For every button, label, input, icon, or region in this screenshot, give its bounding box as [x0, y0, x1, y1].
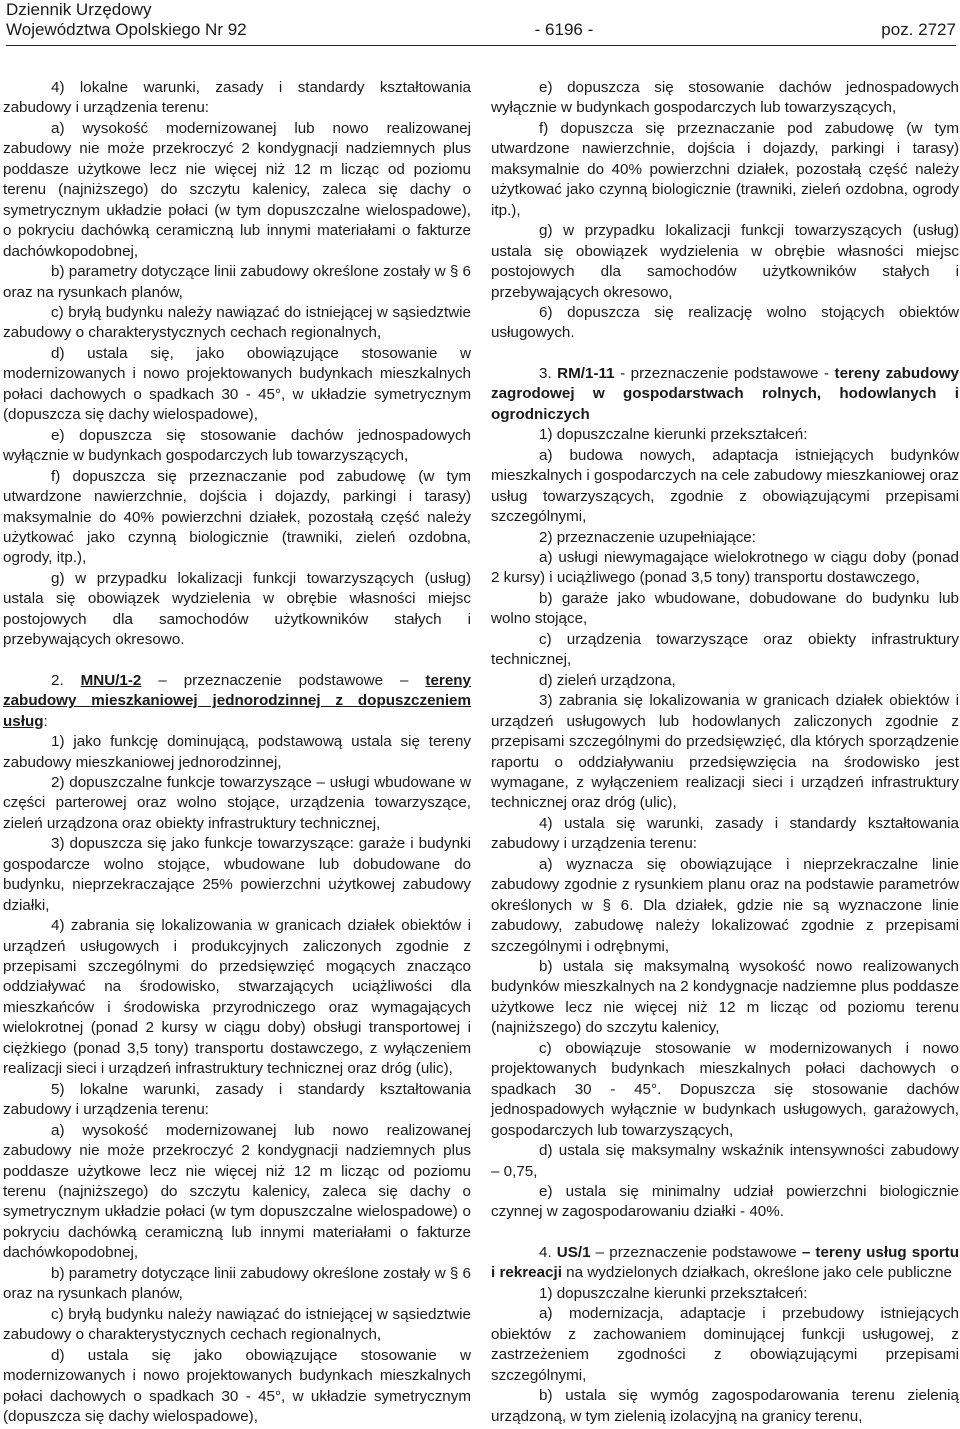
paragraph: b) parametry dotyczące linii zabudowy określone zostały w § 6 oraz na rysunkach planów,	[3, 263, 471, 301]
heading-segment: tereny zabudowy mieszkaniowej jednorodzinnej z dopuszczeniem usług	[3, 671, 471, 730]
paragraph: b) ustala się wymóg zagospodarowania terenu zielenią urządzoną, w tym zielenią izolacyjną na granicy terenu,	[491, 1387, 959, 1425]
section-heading	[491, 364, 959, 425]
paragraph: b) ustala się maksymalną wysokość nowo realizowanych budynków mieszkalnych na 2 kondygnacje nadziemne plus poddasze użytkowe lecz nie więcej niż 12 m licząc od poziomu terenu (najniższego) do szczytu kalenicy,	[491, 958, 959, 1037]
paragraph: d) ustala się maksymalny wskaźnik intensywności zabudowy – 0,75,	[491, 1142, 959, 1180]
journal-issue: Województwa Opolskiego Nr 92	[6, 20, 247, 39]
paragraph: 3) dopuszcza się jako funkcje towarzyszące: garaże i budynki gospodarcze wolno stojące, wbudowane lub dobudowane do budynku, nieprzekraczające 25% powierzchni użytkowej zabudowy działki,	[3, 835, 471, 914]
heading-segment: na wydzielonych działkach, określone jako cele publiczne	[561, 1264, 952, 1282]
paragraph: 5) lokalne warunki, zasady i standardy kształtowania zabudowy i urządzenia terenu:	[3, 1080, 471, 1119]
paragraph: c) urządzenia towarzyszące oraz obiekty infrastruktury technicznej,	[491, 630, 959, 669]
paragraph: e) dopuszcza się stosowanie dachów jednospadowych wyłącznie w budynkach gospodarczych lub towarzyszących,	[491, 79, 959, 117]
paragraph: a) wyznacza się obowiązujące i nieprzekraczalne linie zabudowy zgodnie z rysunkiem planu oraz na podstawie parametrów określonych w § 6. Dla działek, gdzie nie są wyznaczone linie zabudowy, zabudowę należy lokalizować zgodnie z przepisami szczególnymi i odrębnymi,	[491, 855, 959, 955]
paragraph: a) usługi niewymagające wielokrotnego w ciągu doby (ponad 2 kursy) i uciążliwego (ponad 3,5 tony) transportu dostawczego,	[491, 548, 959, 587]
paragraph: 1) dopuszczalne kierunki przekształceń:	[539, 1284, 808, 1302]
paragraph: 4) zabrania się lokalizowania w granicach działek obiektów i urządzeń usługowych i produkcyjnych zaliczonych zgodnie z przepisami szczególnymi do przedsięwzięć mogących znacząco oddziaływać na środowisko, stwarzających uciążliwości dla mieszkańców i środowiska przyrodniczego oraz wymagających wielokrotnej (ponad 2 kursy w ciągu doby) obsługi transportowej i ciężkiego (ponad 3,5 tony) transportu dostawczego, z wyłączeniem realizacji sieci i urządzeń infrastruktury technicznej oraz dróg (ulic),	[3, 917, 471, 1078]
section-gap	[3, 651, 471, 671]
page-number: - 6196 -	[534, 20, 594, 39]
section-heading	[3, 671, 471, 732]
paragraph: 4) ustala się warunki, zasady i standardy kształtowania zabudowy i urządzenia terenu:	[491, 814, 959, 853]
heading-segment: 2.	[51, 671, 81, 689]
heading-segment: 3.	[539, 364, 558, 382]
paragraph: c) bryłą budynku należy nawiązać do istniejącej w sąsiedztwie zabudowy o charakterystycznych cechach regionalnych,	[3, 1305, 471, 1344]
section-gap	[491, 344, 959, 364]
paragraph: 4) lokalne warunki, zasady i standardy kształtowania zabudowy i urządzenia terenu:	[3, 79, 471, 117]
left-column	[3, 78, 471, 1427]
journal-title: Dziennik Urzędowy	[6, 0, 152, 19]
heading-segment: 4.	[539, 1243, 557, 1261]
position-number: poz. 2727	[881, 20, 956, 39]
header-divider	[6, 45, 956, 46]
paragraph: a) budowa nowych, adaptacja istniejących budynków mieszkalnych i gospodarczych na cele zabudowy mieszkaniowej oraz usług towarzyszących, zgodnie z obowiązującymi przepisami szczególnymi,	[491, 446, 959, 526]
paragraph: a) wysokość modernizowanej lub nowo realizowanej zabudowy nie może przekroczyć 2 kondygnacji nadziemnych plus poddasze użytkowe lecz nie więcej niż 12 m licząc od poziomu terenu (najniższego) do szczytu kalenicy, zaleca się dachy o symetrycznym układzie połaci (w tym dopuszczalne wielospadowe) o pokryciu dachówką ceramiczną lub innymi materiałami o fakturze dachówkopodobnej,	[3, 1121, 471, 1262]
heading-segment: – przeznaczenie podstawowe –	[141, 671, 426, 689]
heading-segment: MNU/1-2	[80, 671, 142, 689]
heading-segment: – przeznaczenie podstawowe	[590, 1243, 802, 1261]
paragraph: f) dopuszcza się przeznaczanie pod zabudowę (w tym utwardzone nawierzchnie, dojścia i dojazdy, parkingi i tarasy) maksymalnie do 40% powierzchni działek, pozostałą część należy użytkować jako czynną biologicznie (trawniki, zieleń ozdobna, ogrody itp.),	[491, 119, 959, 219]
paragraph: g) w przypadku lokalizacji funkcji towarzyszących (usług) ustala się obowiązek wydzielenia w obrębie własności miejsc postojowych dla samochodów użytkowników stałych i przebywających okresowo.	[3, 569, 471, 649]
section-gap	[491, 1223, 959, 1243]
header-row	[6, 19, 956, 40]
paragraph: 1) jako funkcję dominującą, podstawową ustala się tereny zabudowy mieszkaniowej jednorodzinnej,	[3, 733, 471, 771]
paragraph: c) bryłą budynku należy nawiązać do istniejącej w sąsiedztwie zabudowy o charakterystycznych cechach regionalnych,	[3, 303, 471, 342]
paragraph: e) dopuszcza się stosowanie dachów jednospadowych wyłącznie w budynkach gospodarczych lub towarzyszących,	[3, 426, 471, 465]
paragraph: d) ustala się, jako obowiązujące stosowanie w modernizowanych i nowo projektowanych budynkach mieszkalnych połaci dachowych o spadkach 30 - 45°, w układzie symetrycznym (dopuszcza się dachy wielospadowe),	[3, 344, 471, 424]
paragraph: c) obowiązuje stosowanie w modernizowanych i nowo projektowanych budynkach mieszkalnych połaci dachowych o spadkach 30 - 45°. Dopuszcza się stosowanie dachów jednospadowych wyłącznie w budynkach usługowych, garażowych, gospodarczych lub towarzyszących,	[491, 1039, 959, 1139]
heading-segment: tereny zabudowy zagrodowej w gospodarstwach rolnych, hodowlanych i ogrodniczych	[491, 364, 960, 423]
page-header	[6, 0, 956, 46]
section-heading	[491, 1243, 959, 1284]
paragraph: 2) przeznaczenie uzupełniające:	[539, 528, 756, 546]
heading-segment: – tereny usług sportu i rekreacji	[491, 1243, 959, 1282]
paragraph: d) zieleń urządzona,	[539, 671, 676, 689]
heading-segment: - przeznaczenie podstawowe -	[614, 364, 835, 382]
paragraph: d) ustala się jako obowiązujące stosowanie w modernizowanych i nowo projektowanych budynkach mieszkalnych połaci dachowych o spadkach 30 - 45°, w układzie symetrycznym (dopuszcza się dachy wielospadowe),	[3, 1346, 471, 1425]
heading-segment: US/1	[556, 1243, 591, 1261]
paragraph: f) dopuszcza się przeznaczanie pod zabudowę (w tym utwardzone nawierzchnie, dojścia i dojazdy, parkingi i tarasy) maksymalnie do 40% powierzchni działek, pozostałą część należy użytkować jako czynną biologicznie (trawniki, zieleń ozdobna, ogrody, itp.),	[3, 467, 471, 567]
paragraph: a) wysokość modernizowanej lub nowo realizowanej zabudowy nie może przekroczyć 2 kondygnacji nadziemnych plus poddasze użytkowe lecz nie więcej niż 12 m licząc od poziomu terenu (najniższego) do szczytu kalenicy, zaleca się dachy o symetrycznym układzie połaci (w tym dopuszczalne wielospadowe), o pokryciu dachówką ceramiczną lub innymi materiałami o fakturze dachówkopodobnej,	[3, 119, 471, 260]
heading-segment: RM/1-11	[557, 364, 615, 382]
paragraph: a) modernizacja, adaptacje i przebudowy istniejących obiektów z zachowaniem dominującej funkcji usługowej, z zastrzeżeniem zgodności z obowiązującymi przepisami szczególnymi,	[491, 1305, 959, 1384]
right-column	[491, 78, 959, 1427]
heading-segment: :	[43, 712, 48, 730]
paragraph: 2) dopuszczalne funkcje towarzyszące – usługi wbudowane w części parterowej oraz wolno stojące, urządzenia towarzyszące, zieleń urządzona oraz obiekty infrastruktury technicznej,	[3, 773, 471, 832]
paragraph: b) parametry dotyczące linii zabudowy określone zostały w § 6 oraz na rysunkach planów,	[3, 1264, 471, 1303]
paragraph: g) w przypadku lokalizacji funkcji towarzyszących (usług) ustala się obowiązek wydzielenia w obrębie własności miejsc postojowych dla samochodów użytkowników stałych i przebywających okresowo,	[491, 222, 959, 301]
paragraph: e) ustala się minimalny udział powierzchni biologicznie czynnej w zagospodarowaniu działki - 40%.	[491, 1183, 959, 1221]
paragraph: 3) zabrania się lokalizowania w granicach działek obiektów i urządzeń usługowych lub hodowlanych zaliczonych zgodnie z przepisami szczególnymi do przedsięwzięć, dla których sporządzenie raportu o oddziaływaniu przedsięwzięcia na środowisko jest wymagane, z wyłączeniem realizacji sieci i urządzeń infrastruktury technicznej oraz dróg (ulic),	[491, 692, 959, 812]
paragraph: 6) dopuszcza się realizację wolno stojących obiektów usługowych.	[491, 303, 959, 342]
paragraph: b) garaże jako wbudowane, dobudowane do budynku lub wolno stojące,	[491, 589, 959, 628]
paragraph: 1) dopuszczalne kierunki przekształceń:	[539, 426, 808, 444]
